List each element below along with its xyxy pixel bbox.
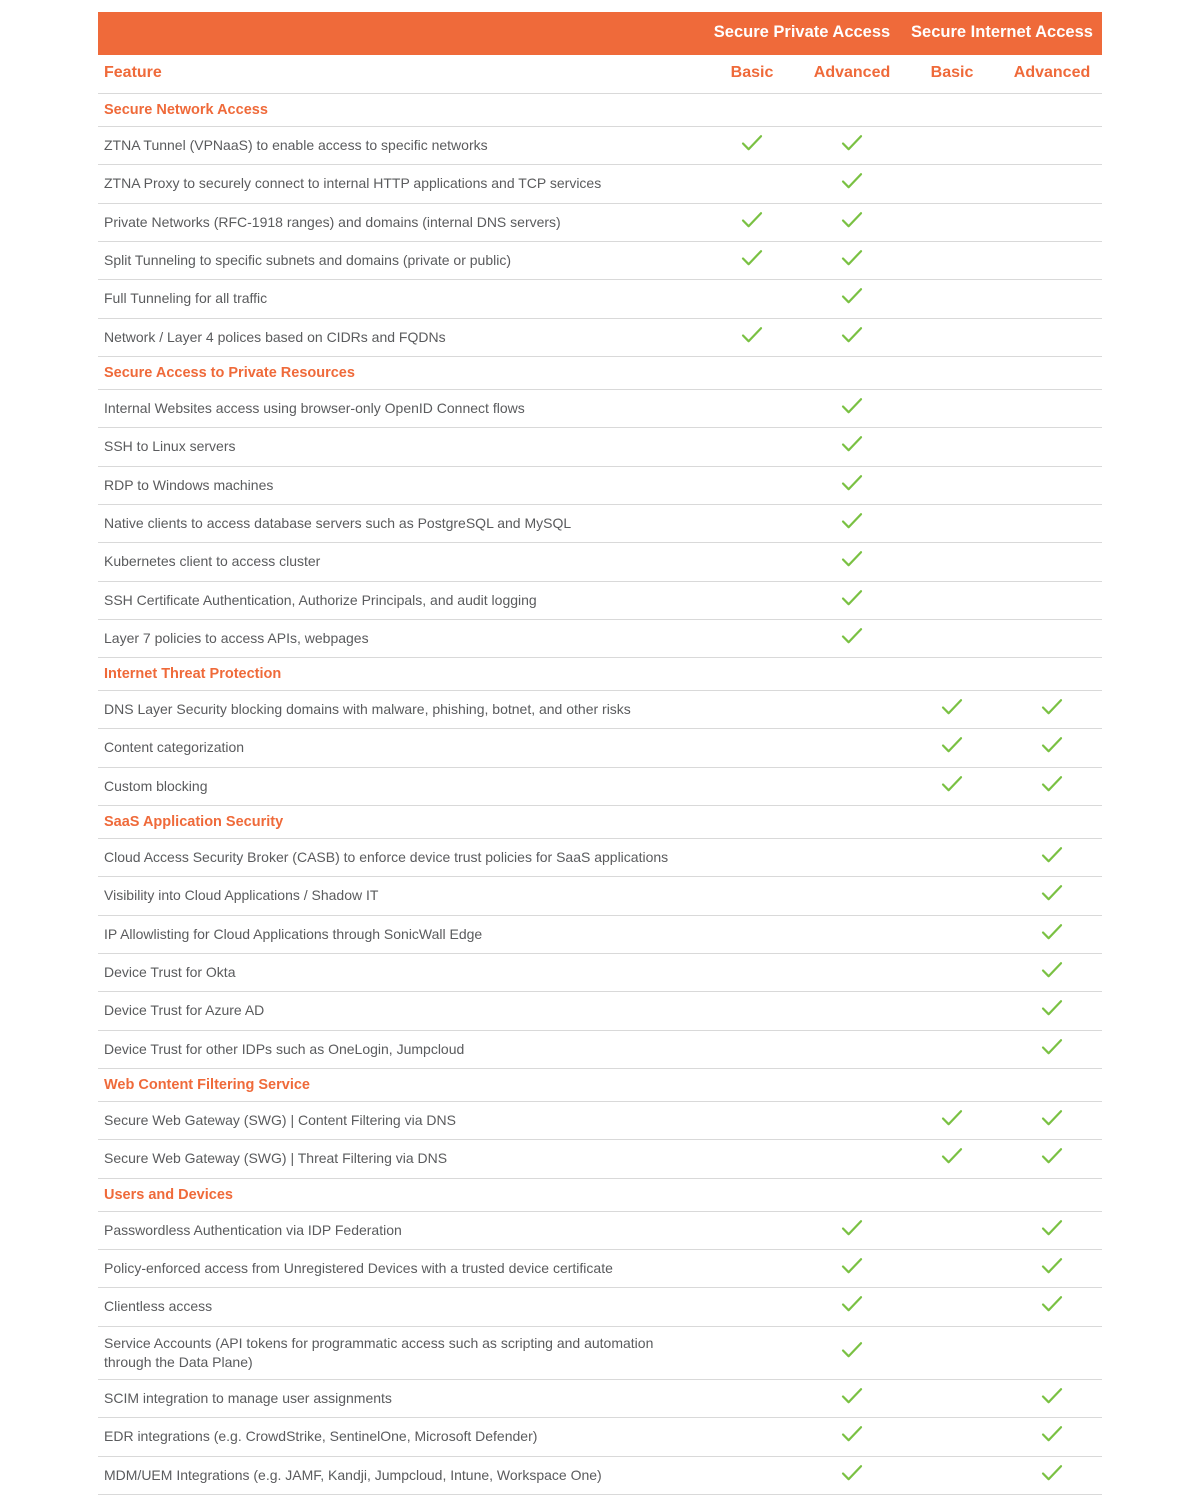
- section-header-label: SaaS Application Security: [98, 806, 1102, 839]
- check-icon-cell: [802, 619, 902, 657]
- section-header-label: Internet Threat Protection: [98, 658, 1102, 691]
- check-icon: [1041, 1219, 1063, 1237]
- empty-cell: [1002, 242, 1102, 280]
- check-icon: [941, 698, 963, 716]
- check-icon: [841, 172, 863, 190]
- table-row: [98, 504, 1102, 542]
- empty-cell: [702, 1140, 802, 1178]
- column-header-sia-basic: Basic: [902, 55, 1002, 94]
- empty-cell: [702, 619, 802, 657]
- feature-label: Device Trust for Azure AD: [98, 992, 702, 1030]
- empty-cell: [802, 915, 902, 953]
- check-icon-cell: [802, 127, 902, 165]
- feature-label: DNS Layer Security blocking domains with malware, phishing, botnet, and other risks: [98, 691, 702, 729]
- empty-cell: [902, 428, 1002, 466]
- section-header-label: Web Content Filtering Service: [98, 1068, 1102, 1101]
- feature-label: IP Allowlisting for Cloud Applications through SonicWall Edge: [98, 915, 702, 953]
- table-row: [98, 280, 1102, 318]
- empty-cell: [1002, 280, 1102, 318]
- check-icon: [841, 134, 863, 152]
- check-icon: [1041, 1257, 1063, 1275]
- check-icon-cell: [802, 1211, 902, 1249]
- feature-label: Policy-enforced access from Unregistered Devices with a trusted device certificate: [98, 1249, 702, 1287]
- check-icon-cell: [1002, 992, 1102, 1030]
- check-icon: [1041, 1038, 1063, 1056]
- check-icon-cell: [1002, 1418, 1102, 1456]
- check-icon: [1041, 698, 1063, 716]
- empty-cell: [902, 389, 1002, 427]
- feature-label: SCIM integration to manage user assignments: [98, 1380, 702, 1418]
- check-icon-cell: [802, 389, 902, 427]
- check-icon: [1041, 1295, 1063, 1313]
- feature-label: Passwordless Authentication via IDP Federation: [98, 1211, 702, 1249]
- feature-label: Split Tunneling to specific subnets and domains (private or public): [98, 242, 702, 280]
- empty-cell: [902, 203, 1002, 241]
- check-icon: [1041, 999, 1063, 1017]
- check-icon: [841, 287, 863, 305]
- empty-cell: [802, 729, 902, 767]
- empty-cell: [902, 318, 1002, 356]
- check-icon: [1041, 1109, 1063, 1127]
- feature-label: MDM/UEM Integrations (e.g. JAMF, Kandji, Jumpcloud, Intune, Workspace One): [98, 1456, 702, 1494]
- check-icon: [1041, 775, 1063, 793]
- empty-cell: [1002, 581, 1102, 619]
- check-icon-cell: [802, 466, 902, 504]
- empty-cell: [802, 839, 902, 877]
- feature-label: Device Trust for other IDPs such as OneLogin, Jumpcloud: [98, 1030, 702, 1068]
- check-icon: [841, 1341, 863, 1359]
- check-icon: [1041, 846, 1063, 864]
- check-icon-cell: [802, 1249, 902, 1287]
- section-header-row: [98, 658, 1102, 691]
- empty-cell: [902, 1456, 1002, 1494]
- table-row: [98, 691, 1102, 729]
- empty-cell: [902, 1326, 1002, 1380]
- empty-cell: [702, 165, 802, 203]
- check-icon-cell: [1002, 729, 1102, 767]
- empty-cell: [902, 504, 1002, 542]
- table-row: [98, 839, 1102, 877]
- feature-label: Clientless access: [98, 1288, 702, 1326]
- empty-cell: [902, 165, 1002, 203]
- feature-label: Layer 7 policies to access APIs, webpages: [98, 619, 702, 657]
- section-header-label: Secure Access to Private Resources: [98, 356, 1102, 389]
- feature-label: Device Trust for Okta: [98, 954, 702, 992]
- empty-cell: [702, 839, 802, 877]
- empty-cell: [702, 466, 802, 504]
- check-icon: [941, 775, 963, 793]
- check-icon: [841, 1387, 863, 1405]
- empty-cell: [802, 1140, 902, 1178]
- check-icon-cell: [1002, 1380, 1102, 1418]
- feature-label: Service Accounts (API tokens for programmatic access such as scripting and automation through the Data Plane): [98, 1326, 702, 1380]
- empty-cell: [1002, 504, 1102, 542]
- table-row: [98, 954, 1102, 992]
- check-icon-cell: [1002, 877, 1102, 915]
- check-icon: [1041, 1147, 1063, 1165]
- feature-label: Internal Websites access using browser-only OpenID Connect flows: [98, 389, 702, 427]
- empty-cell: [902, 242, 1002, 280]
- table-row: [98, 428, 1102, 466]
- check-icon-cell: [802, 242, 902, 280]
- feature-label: Full Tunneling for all traffic: [98, 280, 702, 318]
- check-icon-cell: [802, 581, 902, 619]
- check-icon: [841, 512, 863, 530]
- table-row: [98, 466, 1102, 504]
- check-icon: [841, 1425, 863, 1443]
- check-icon-cell: [802, 504, 902, 542]
- empty-cell: [702, 280, 802, 318]
- check-icon-cell: [702, 318, 802, 356]
- section-header-label: Users and Devices: [98, 1178, 1102, 1211]
- empty-cell: [702, 1456, 802, 1494]
- empty-cell: [902, 915, 1002, 953]
- empty-cell: [1002, 165, 1102, 203]
- check-icon: [1041, 1464, 1063, 1482]
- empty-cell: [902, 543, 1002, 581]
- check-icon-cell: [1002, 1456, 1102, 1494]
- check-icon-cell: [1002, 954, 1102, 992]
- feature-label: Private Networks (RFC-1918 ranges) and domains (internal DNS servers): [98, 203, 702, 241]
- check-icon-cell: [802, 318, 902, 356]
- table-row: [98, 1456, 1102, 1494]
- table-row: [98, 1418, 1102, 1456]
- check-icon-cell: [902, 729, 1002, 767]
- empty-cell: [802, 1101, 902, 1139]
- feature-label: EDR integrations (e.g. CrowdStrike, SentinelOne, Microsoft Defender): [98, 1418, 702, 1456]
- check-icon: [1041, 1387, 1063, 1405]
- feature-label: Native clients to access database servers such as PostgreSQL and MySQL: [98, 504, 702, 542]
- check-icon: [1041, 923, 1063, 941]
- check-icon: [741, 134, 763, 152]
- feature-label: ZTNA Proxy to securely connect to internal HTTP applications and TCP services: [98, 165, 702, 203]
- table-row: [98, 318, 1102, 356]
- feature-label: Kubernetes client to access cluster: [98, 543, 702, 581]
- empty-cell: [902, 280, 1002, 318]
- section-header-label: Secure Network Access: [98, 94, 1102, 127]
- empty-cell: [802, 877, 902, 915]
- check-icon: [741, 211, 763, 229]
- empty-cell: [902, 877, 1002, 915]
- empty-cell: [702, 729, 802, 767]
- check-icon: [841, 211, 863, 229]
- feature-label: Secure Web Gateway (SWG) | Threat Filtering via DNS: [98, 1140, 702, 1178]
- check-icon-cell: [802, 543, 902, 581]
- empty-cell: [802, 691, 902, 729]
- check-icon-cell: [702, 127, 802, 165]
- empty-cell: [902, 1288, 1002, 1326]
- empty-cell: [1002, 1326, 1102, 1380]
- empty-cell: [702, 1288, 802, 1326]
- check-icon-cell: [702, 242, 802, 280]
- empty-cell: [702, 1249, 802, 1287]
- check-icon: [1041, 1425, 1063, 1443]
- check-icon: [941, 1147, 963, 1165]
- empty-cell: [702, 1418, 802, 1456]
- check-icon-cell: [802, 280, 902, 318]
- table-row: [98, 1101, 1102, 1139]
- table-row: [98, 877, 1102, 915]
- column-header-row: [98, 55, 1102, 94]
- check-icon-cell: [1002, 1249, 1102, 1287]
- table-row: [98, 1140, 1102, 1178]
- check-icon-cell: [902, 1101, 1002, 1139]
- empty-cell: [1002, 203, 1102, 241]
- check-icon-cell: [802, 1380, 902, 1418]
- check-icon-cell: [802, 1326, 902, 1380]
- check-icon-cell: [902, 691, 1002, 729]
- check-icon-cell: [1002, 1288, 1102, 1326]
- check-icon: [841, 1295, 863, 1313]
- check-icon-cell: [802, 1456, 902, 1494]
- empty-cell: [702, 389, 802, 427]
- table-row: [98, 1249, 1102, 1287]
- check-icon: [841, 1464, 863, 1482]
- section-header-row: [98, 94, 1102, 127]
- feature-label: RDP to Windows machines: [98, 466, 702, 504]
- table-row: [98, 543, 1102, 581]
- empty-cell: [1002, 318, 1102, 356]
- feature-label: ZTNA Tunnel (VPNaaS) to enable access to specific networks: [98, 127, 702, 165]
- empty-cell: [702, 992, 802, 1030]
- check-icon: [841, 1219, 863, 1237]
- empty-cell: [702, 954, 802, 992]
- empty-cell: [1002, 466, 1102, 504]
- empty-cell: [902, 466, 1002, 504]
- group-header-row: [98, 12, 1102, 55]
- section-header-row: [98, 1068, 1102, 1101]
- empty-cell: [1002, 543, 1102, 581]
- check-icon: [841, 397, 863, 415]
- empty-cell: [1002, 389, 1102, 427]
- section-header-row: [98, 356, 1102, 389]
- empty-cell: [702, 543, 802, 581]
- check-icon: [841, 435, 863, 453]
- column-header-spa-advanced: Advanced: [802, 55, 902, 94]
- check-icon-cell: [902, 767, 1002, 805]
- check-icon-cell: [702, 203, 802, 241]
- check-icon: [1041, 961, 1063, 979]
- table-row: [98, 203, 1102, 241]
- empty-cell: [702, 915, 802, 953]
- empty-cell: [702, 1030, 802, 1068]
- table-body: [98, 94, 1102, 1495]
- check-icon-cell: [1002, 839, 1102, 877]
- table-row: [98, 619, 1102, 657]
- column-header-spa-basic: Basic: [702, 55, 802, 94]
- check-icon-cell: [1002, 691, 1102, 729]
- check-icon: [741, 326, 763, 344]
- check-icon-cell: [802, 203, 902, 241]
- check-icon: [841, 474, 863, 492]
- check-icon: [741, 249, 763, 267]
- empty-cell: [802, 992, 902, 1030]
- empty-cell: [902, 1380, 1002, 1418]
- group-header-secure-internet-access: Secure Internet Access: [902, 12, 1102, 55]
- table-row: [98, 1030, 1102, 1068]
- empty-cell: [902, 1249, 1002, 1287]
- empty-cell: [902, 581, 1002, 619]
- group-header-blank: [98, 12, 702, 55]
- table-row: [98, 1211, 1102, 1249]
- empty-cell: [702, 1326, 802, 1380]
- check-icon: [841, 550, 863, 568]
- table-row: [98, 581, 1102, 619]
- column-header-feature: Feature: [98, 55, 702, 94]
- empty-cell: [1002, 428, 1102, 466]
- empty-cell: [902, 839, 1002, 877]
- table-head: [98, 12, 1102, 94]
- check-icon-cell: [1002, 1211, 1102, 1249]
- check-icon: [841, 326, 863, 344]
- section-header-row: [98, 1178, 1102, 1211]
- table-row: [98, 242, 1102, 280]
- check-icon: [841, 249, 863, 267]
- check-icon: [1041, 884, 1063, 902]
- column-header-sia-advanced: Advanced: [1002, 55, 1102, 94]
- empty-cell: [802, 1030, 902, 1068]
- empty-cell: [802, 954, 902, 992]
- empty-cell: [902, 1211, 1002, 1249]
- check-icon: [941, 1109, 963, 1127]
- empty-cell: [1002, 619, 1102, 657]
- feature-label: Visibility into Cloud Applications / Shadow IT: [98, 877, 702, 915]
- feature-label: Network / Layer 4 polices based on CIDRs and FQDNs: [98, 318, 702, 356]
- feature-label: Secure Web Gateway (SWG) | Content Filtering via DNS: [98, 1101, 702, 1139]
- group-header-secure-private-access: Secure Private Access: [702, 12, 902, 55]
- section-header-row: [98, 806, 1102, 839]
- empty-cell: [1002, 127, 1102, 165]
- check-icon: [1041, 736, 1063, 754]
- check-icon: [841, 1257, 863, 1275]
- table-row: [98, 1288, 1102, 1326]
- feature-label: SSH Certificate Authentication, Authorize Principals, and audit logging: [98, 581, 702, 619]
- empty-cell: [902, 127, 1002, 165]
- empty-cell: [702, 1380, 802, 1418]
- empty-cell: [702, 1101, 802, 1139]
- check-icon-cell: [1002, 1140, 1102, 1178]
- empty-cell: [702, 581, 802, 619]
- table-row: [98, 729, 1102, 767]
- empty-cell: [702, 1211, 802, 1249]
- empty-cell: [702, 767, 802, 805]
- table-row: [98, 127, 1102, 165]
- empty-cell: [802, 767, 902, 805]
- empty-cell: [702, 691, 802, 729]
- feature-label: Cloud Access Security Broker (CASB) to enforce device trust policies for SaaS applications: [98, 839, 702, 877]
- feature-label: Custom blocking: [98, 767, 702, 805]
- empty-cell: [702, 428, 802, 466]
- empty-cell: [902, 954, 1002, 992]
- check-icon-cell: [802, 1288, 902, 1326]
- check-icon-cell: [1002, 767, 1102, 805]
- table-row: [98, 767, 1102, 805]
- feature-label: SSH to Linux servers: [98, 428, 702, 466]
- empty-cell: [702, 504, 802, 542]
- check-icon-cell: [1002, 1101, 1102, 1139]
- check-icon: [841, 627, 863, 645]
- check-icon-cell: [802, 165, 902, 203]
- check-icon-cell: [1002, 915, 1102, 953]
- empty-cell: [702, 877, 802, 915]
- empty-cell: [902, 1418, 1002, 1456]
- table-row: [98, 1380, 1102, 1418]
- check-icon-cell: [1002, 1030, 1102, 1068]
- check-icon-cell: [902, 1140, 1002, 1178]
- table-row: [98, 992, 1102, 1030]
- table-row: [98, 915, 1102, 953]
- check-icon: [941, 736, 963, 754]
- check-icon-cell: [802, 428, 902, 466]
- check-icon-cell: [802, 1418, 902, 1456]
- table-row: [98, 1326, 1102, 1380]
- feature-comparison-table: [98, 12, 1102, 1495]
- empty-cell: [902, 619, 1002, 657]
- table-row: [98, 165, 1102, 203]
- table-row: [98, 389, 1102, 427]
- empty-cell: [902, 992, 1002, 1030]
- feature-label: Content categorization: [98, 729, 702, 767]
- check-icon: [841, 589, 863, 607]
- empty-cell: [902, 1030, 1002, 1068]
